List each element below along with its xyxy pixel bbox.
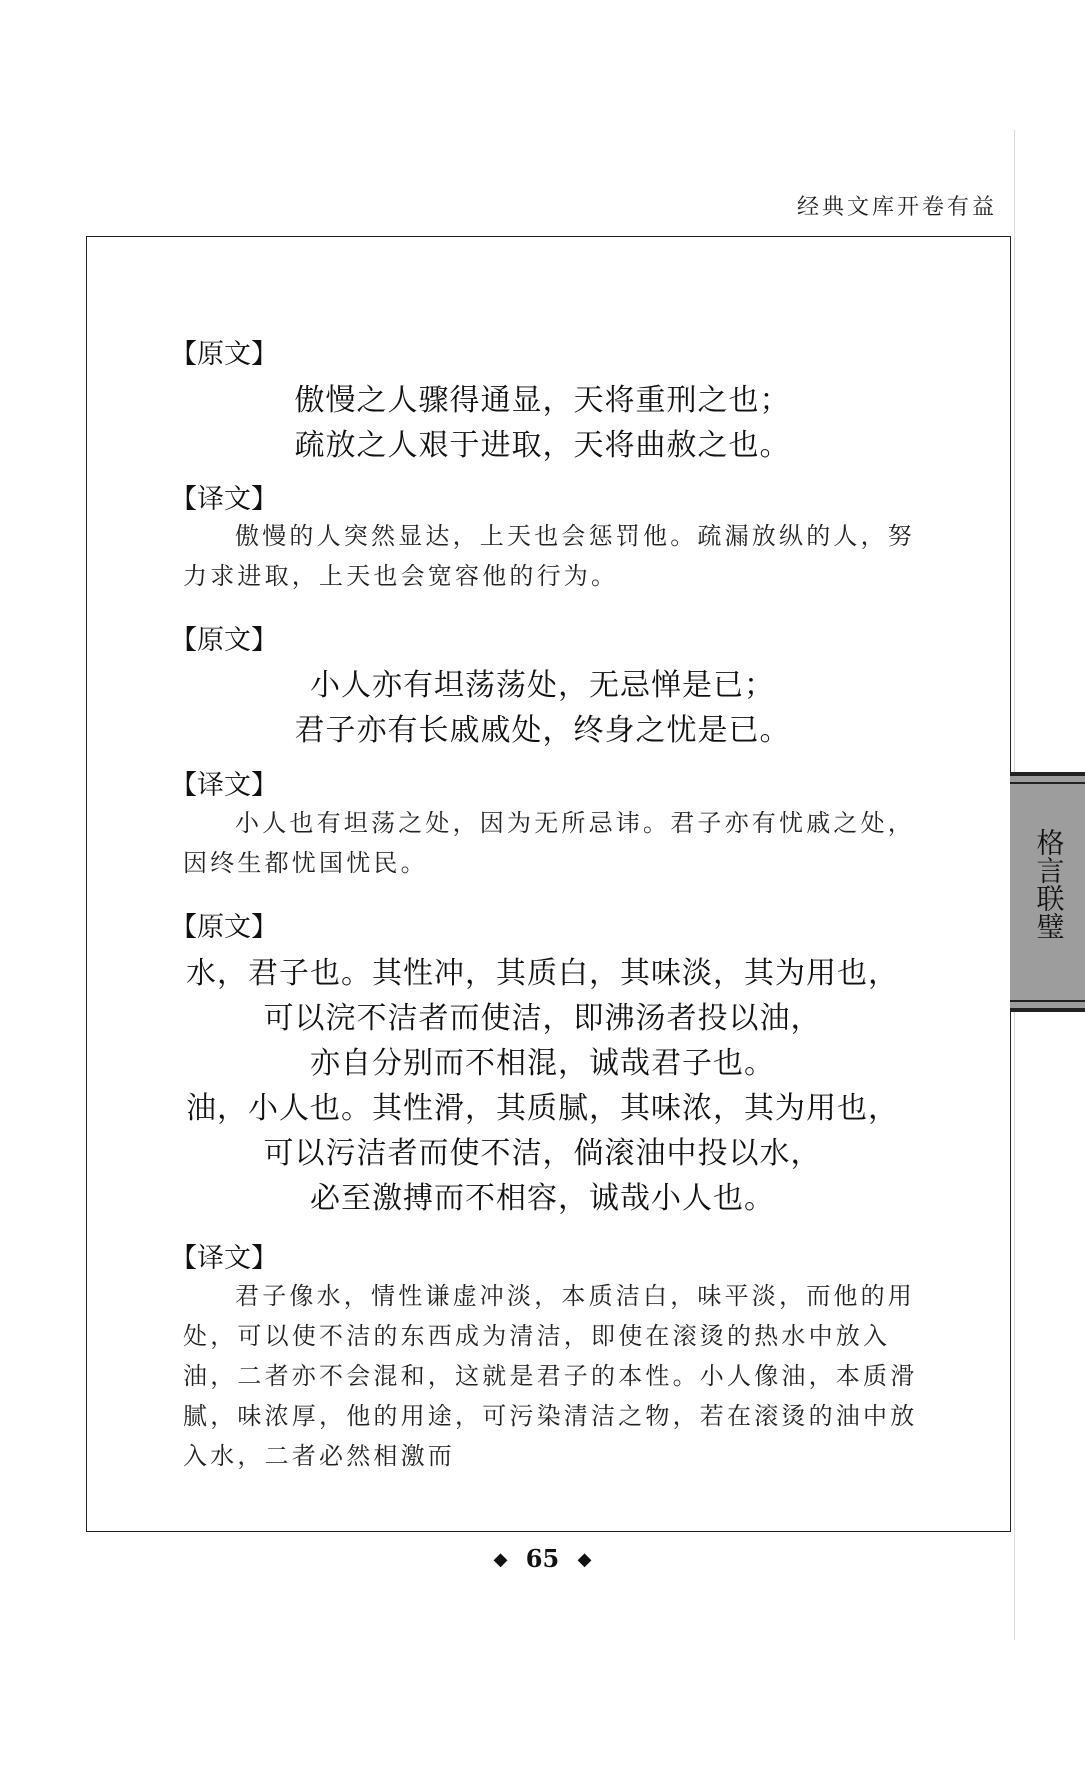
section-label-original-3: 【原文】 bbox=[170, 912, 278, 943]
section-label-original-1: 【原文】 bbox=[170, 339, 278, 370]
section-label-translation-2: 【译文】 bbox=[170, 770, 278, 801]
section-label-translation-3: 【译文】 bbox=[170, 1243, 278, 1274]
original-line: 亦自分别而不相混，诚哉君子也。 bbox=[310, 1046, 775, 1081]
translation-paragraph: 君子像水，情性谦虚冲淡，本质洁白，味平淡，而他的用处，可以使不洁的东西成为清洁，即使在滚烫的热水中放入油，二者亦不会混和，这就是君子的本性。小人像油，本质滑腻，味浓厚，他的用途，可污染清洁之物，若在滚烫的油中放入水，二者必然相激而 bbox=[183, 1282, 918, 1470]
original-line: 油，小人也。其性滑，其质腻，其味浓，其为用也， bbox=[186, 1091, 899, 1126]
translation-paragraph: 小人也有坦荡之处，因为无所忌讳。君子亦有忧戚之处，因终生都忧国忧民。 bbox=[183, 809, 915, 877]
original-line: 小人亦有坦荡荡处，无忌惮是已； bbox=[310, 668, 775, 703]
original-line: 水，君子也。其性冲，其质白，其味淡，其为用也， bbox=[186, 956, 899, 991]
diamond-ornament-icon: ◆ bbox=[493, 1549, 508, 1570]
page-number: 65 bbox=[525, 1544, 560, 1573]
page-number-footer bbox=[0, 1544, 1085, 1573]
original-line: 可以浣不洁者而使洁，即沸汤者投以油， bbox=[263, 1001, 822, 1036]
section-label-translation-1: 【译文】 bbox=[170, 484, 278, 515]
original-line: 必至激搏而不相容，诚哉小人也。 bbox=[310, 1181, 775, 1216]
original-line: 傲慢之人骤得通显，天将重刑之也； bbox=[294, 383, 791, 418]
side-thumb-tab bbox=[1010, 772, 1085, 1012]
original-line: 可以污洁者而使不洁，倘滚油中投以水， bbox=[263, 1136, 822, 1171]
translation-paragraph: 傲慢的人突然显达，上天也会惩罚他。疏漏放纵的人，努力求进取，上天也会宽容他的行为。 bbox=[183, 522, 915, 590]
side-tab-title: 格言联璧 bbox=[1032, 828, 1066, 940]
original-line: 疏放之人艰于进取，天将曲赦之也。 bbox=[294, 428, 791, 463]
original-line: 君子亦有长戚戚处，终身之忧是已。 bbox=[294, 713, 791, 748]
diamond-ornament-icon: ◆ bbox=[577, 1549, 592, 1570]
running-header-title: 经典文库开卷有益 bbox=[796, 195, 997, 220]
section-label-original-2: 【原文】 bbox=[170, 625, 278, 656]
